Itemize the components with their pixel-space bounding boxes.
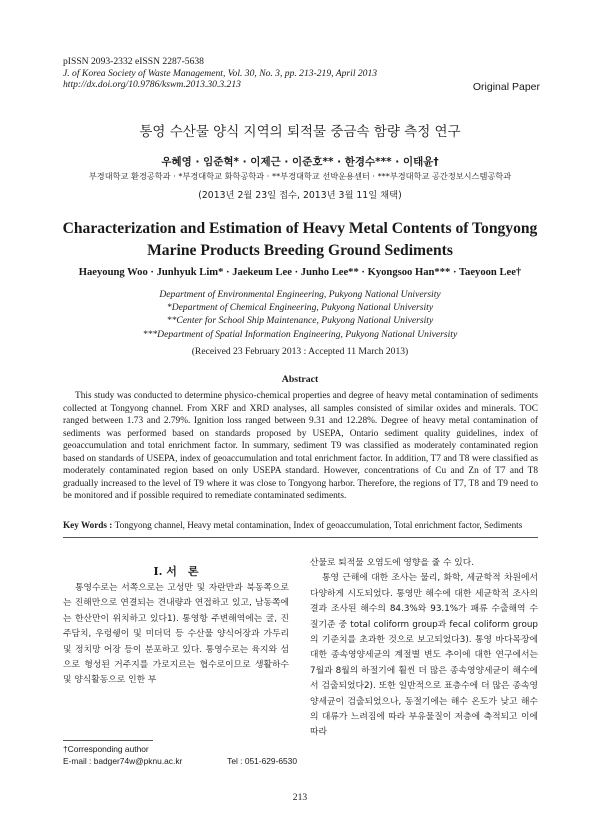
page-number: 213 [292, 792, 308, 803]
journal-citation: J. of Korea Society of Waste Management, Vol. 30, No. 3, pp. 213-219, April 2013 [63, 67, 378, 79]
paragraph: 통영 근해에 대한 조사는 물리, 화학, 세균학적 차원에서 다양하게 시도되었다. 통영만 해수에 대한 세균학적 조사의 결과 조사된 해수의 84.3%와 93.1%가 패류 수출해역 수질기준 중 total coliform group과 fecal coliform group의 기준치를 초과한 것으로 보고되었다3). 통영 바다목장에 대한 종속영양세균의 계절별 변도 추이에 대한 연구에서는 7월과 8월의 하절기에 훨씬 더 많은 종속영양세균이 해수에서 검출되었다2). 또한 일반적으로 표층수에 더 많은 종속영양세균이 검출되었으나, 동절기에는 해수 온도가 낮고 해수의 대류가 느려짐에 따라 부유물질이 저층에 축적되고 이에 따라 [310, 573, 538, 738]
footnote-divider [63, 740, 153, 741]
abstract-body: This study was conducted to determine physico-chemical properties and degree of heavy metal contamination of sediments collected at Tongyong channel. From XRF and XRD analyses, all samples consisted of similar oxides and minerals. TOC ranged between 1.73 and 2.79%. Ignition loss ranged between 9.31 and 12.28%. Degree of heavy metal contamination of sediments was performed based on standards proposed by USEPA, Ontario sediment quality guidelines, index of geoaccumulation and total enrichment factor. In summary, sediment T9 was classified as moderately contaminated region based on standards of USEPA, index of geoaccumulation and total enrichment factor. In addition, T7 and T8 were classified as moderately contaminated region based on only USEPA standard. However, concentrations of Cu and Zn of T7 and T8 gradually increased to the level of T9 where it was close to Tongyong harbor. Therefore, the regions of T7, T8 and T9 need to be monitored and if possible required to remediate contaminated sediments. [63, 391, 538, 501]
body-right-column [310, 556, 538, 741]
affiliation-line: ***Department of Spatial Information Engineering, Pukyong National University [142, 328, 458, 340]
korean-title: 통영 수산물 양식 지역의 퇴적물 중금속 함량 측정 연구 [139, 124, 461, 140]
author-tel: Tel : 051-629-6530 [227, 755, 297, 766]
korean-affiliations: 부경대학교 환경공학과 · *부경대학교 화학공학과 · **부경대학교 선박운용센터 · ***부경대학교 공간정보시스템공학과 [88, 171, 512, 181]
section-heading: I. 서 론 [153, 565, 199, 578]
issn-line: pISSN 2093-2332 eISSN 2287-5638 [63, 56, 204, 67]
affiliation-line: **Center for School Ship Maintenance, Pukyong National University [166, 315, 434, 327]
paragraph: 산물로 퇴적물 오염도에 영향을 줄 수 있다. [310, 558, 475, 568]
english-authors: Haeyoung Woo · Junhyuk Lim* · Jaekeum Lee · Junho Lee** · Kyongsoo Han*** · Taeyoon Lee† [78, 267, 522, 278]
journal-header [63, 56, 543, 91]
doi-link[interactable]: http://dx.doi.org/10.9786/kswm.2013.30.3.213 [63, 79, 241, 90]
received-dates: (Received 23 February 2013 : Accepted 11 March 2013) [191, 346, 409, 357]
corresponding-author-label: †Corresponding author [63, 744, 149, 754]
abstract-heading: Abstract [281, 374, 319, 385]
keywords-label: Key Words : [63, 520, 115, 530]
body-left-column: 통영수로는 서쪽으로는 고성만 및 자란만과 북동쪽으로는 진해만으로 연결되는 견내량과 연접하고 있고, 남동쪽에는 한산만이 위치하고 있다1). 통영항 주변해역에는 굴, 진주담치, 우렁쉥이 및 미더덕 등 수산물 양식어장과 가두리 및 정치망 어장 등이 분포하고 있다. 통영수로는 육지와 섬으로 형성된 거주지를 가로지르는 협수로이므로 생활하수 및 양식활동으로 인한 부 [63, 583, 289, 686]
author-email[interactable]: E-mail : badger74w@pknu.ac.kr [63, 755, 183, 766]
footnote [63, 744, 303, 768]
korean-dates: (2013년 2월 23일 접수, 2013년 3월 11일 채택) [198, 190, 402, 201]
korean-authors: 우혜영 · 임준혁* · 이제근 · 이준호** · 한경수*** · 이태윤† [161, 156, 439, 168]
keywords [63, 519, 543, 531]
affiliation-line: *Department of Chemical Engineering, Pukyong National University [166, 302, 434, 314]
english-affiliations [0, 288, 600, 341]
affiliation-line: Department of Environmental Engineering, Pukyong National University [159, 289, 441, 300]
english-title: Characterization and Estimation of Heavy Metal Contents of Tongyong Marine Products Breeding Ground Sediments [62, 220, 538, 259]
paper-type-label: Original Paper [472, 81, 540, 93]
keywords-text: Tongyong channel, Heavy metal contamination, Index of geoaccumulation, Total enrichment factor, Sediments [114, 520, 523, 530]
divider [63, 537, 538, 538]
